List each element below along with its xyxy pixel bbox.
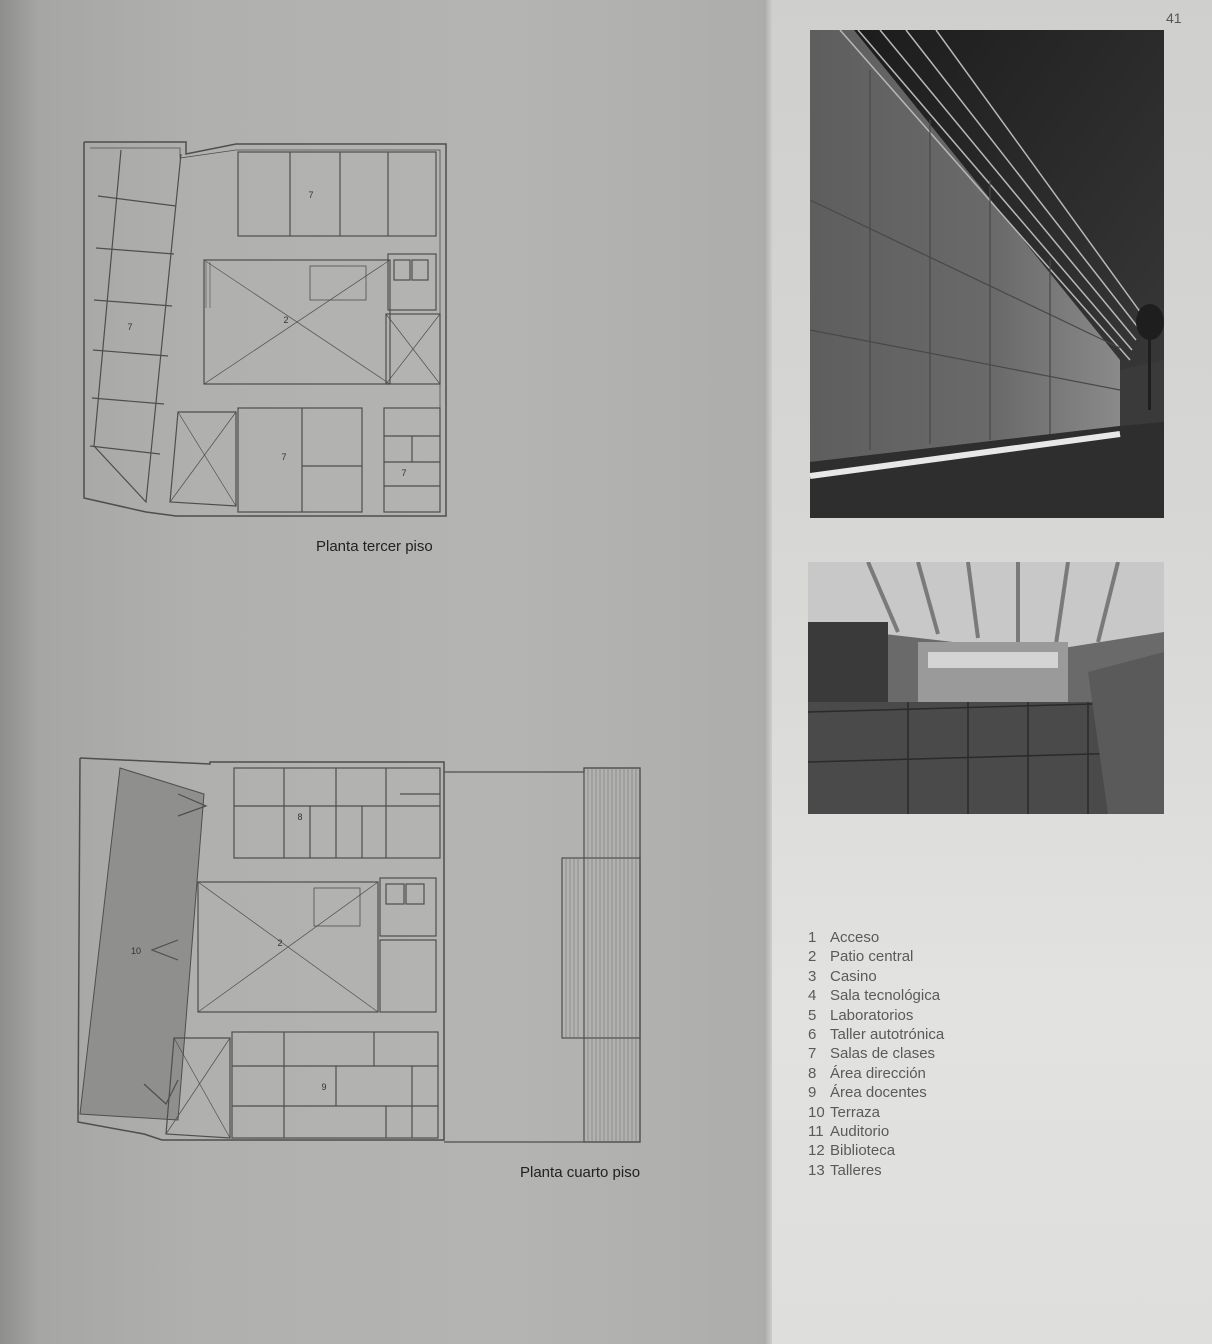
legend-label: Casino — [830, 967, 877, 985]
atrium-photo — [808, 562, 1164, 814]
legend-number: 6 — [808, 1026, 817, 1044]
legend-item — [808, 1103, 944, 1122]
legend-label: Salas de clases — [830, 1045, 936, 1063]
legend-item — [808, 1083, 944, 1102]
legend-item — [808, 1141, 944, 1160]
legend-label: Biblioteca — [830, 1142, 896, 1160]
legend-number: 13 — [808, 1161, 825, 1179]
plan2-label-8: 8 — [297, 812, 303, 822]
floor-plan-third-floor — [76, 136, 476, 526]
legend-label: Taller autotrónica — [830, 1026, 945, 1044]
legend-label: Terraza — [830, 1103, 881, 1121]
plan1-label-7-bottom: 7 — [281, 452, 287, 462]
plan2-label-2: 2 — [277, 938, 283, 948]
plan1-label-7-right: 7 — [401, 468, 407, 478]
legend-label: Auditorio — [830, 1123, 890, 1141]
legend-label: Patio central — [830, 948, 914, 966]
plan2-label-10: 10 — [130, 946, 142, 956]
legend-item — [808, 947, 944, 966]
legend-item — [808, 1025, 944, 1044]
plan2-label-9: 9 — [321, 1082, 327, 1092]
legend-number: 11 — [808, 1123, 824, 1141]
plan1-label-7-left: 7 — [127, 322, 133, 332]
legend-list — [808, 928, 944, 1180]
plan1-label-2: 2 — [283, 315, 289, 325]
legend-item — [808, 1161, 944, 1180]
legend-item — [808, 986, 944, 1005]
legend-label: Área dirección — [830, 1064, 926, 1082]
legend-label: Acceso — [830, 929, 880, 946]
legend-item — [808, 1044, 944, 1063]
legend-label: Laboratorios — [830, 1006, 914, 1024]
legend-number: 10 — [808, 1103, 825, 1121]
plan1-caption: Planta tercer piso — [316, 538, 433, 555]
plan2-caption: Planta cuarto piso — [520, 1164, 641, 1181]
legend-number: 8 — [808, 1064, 817, 1082]
legend-number: 5 — [808, 1006, 817, 1024]
legend-number: 4 — [808, 987, 817, 1005]
legend-number: 1 — [808, 929, 817, 946]
legend-item — [808, 928, 944, 947]
legend-number: 12 — [808, 1142, 825, 1160]
plan1-label-7-top: 7 — [308, 190, 314, 200]
legend-label: Talleres — [830, 1161, 882, 1179]
floor-plan-fourth-floor — [74, 754, 648, 1148]
legend-item — [808, 1006, 944, 1025]
legend-number: 7 — [808, 1045, 817, 1063]
legend-item — [808, 1122, 944, 1141]
legend-number: 9 — [808, 1084, 817, 1102]
legend-number: 2 — [808, 948, 817, 966]
facade-photo — [810, 30, 1164, 518]
legend-label: Sala tecnológica — [830, 987, 941, 1005]
page-number: 41 — [1166, 10, 1182, 26]
legend-item — [808, 1064, 944, 1083]
legend-number: 3 — [808, 967, 817, 985]
legend-item — [808, 967, 944, 986]
legend-label: Área docentes — [830, 1084, 927, 1102]
